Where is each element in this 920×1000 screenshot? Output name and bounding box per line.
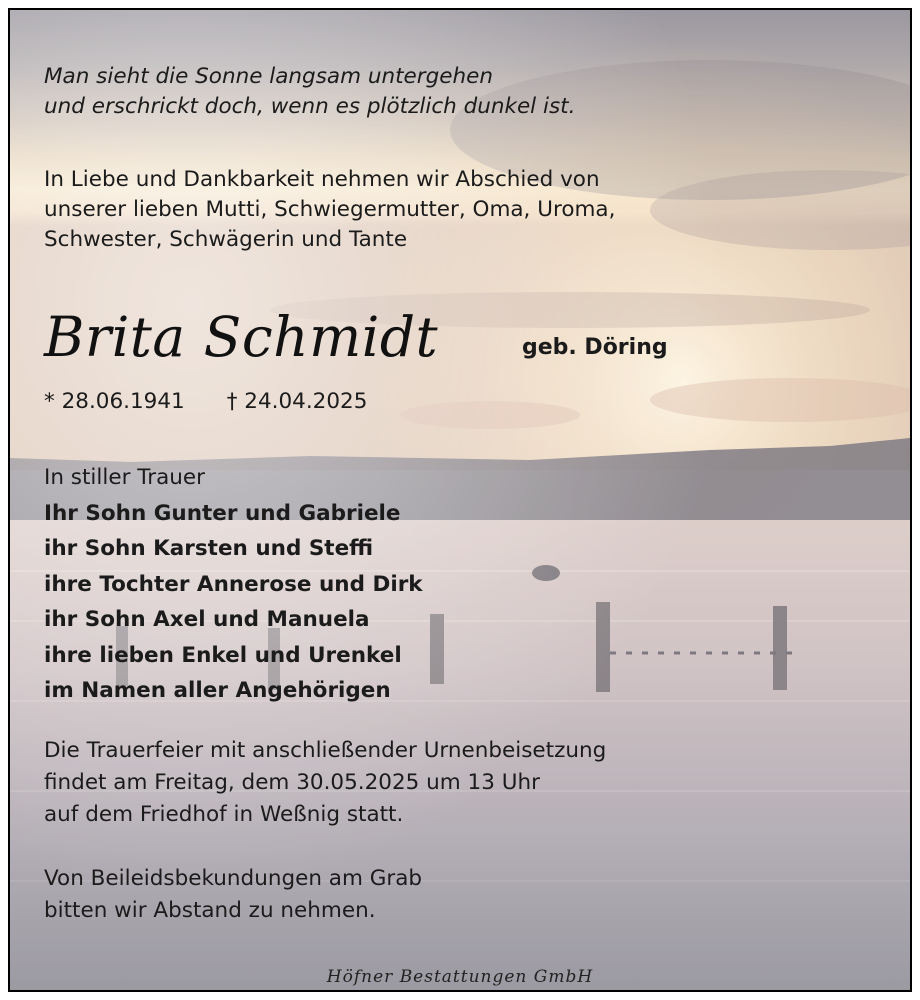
mourners-list	[44, 460, 423, 709]
ceremony-line: Die Trauerfeier mit anschließender Urnenbeisetzung	[44, 738, 607, 763]
mourner-line: im Namen aller Angehörigen	[44, 678, 391, 703]
mourner-line: ihre lieben Enkel und Urenkel	[44, 642, 402, 668]
opening-quote	[44, 62, 575, 122]
condolence-line: bitten wir Abstand zu nehmen.	[44, 898, 376, 923]
intro-line: Schwester, Schwägerin und Tante	[44, 227, 408, 252]
undertaker-signature: Höfner Bestattungen GmbH	[326, 967, 594, 987]
mourner-line: ihre Tochter Annerose und Dirk	[44, 571, 423, 597]
obituary-content	[10, 10, 910, 990]
ceremony-notice	[44, 735, 606, 831]
birth-name: geb. Döring	[522, 335, 668, 360]
mourner-line: Ihr Sohn Gunter und Gabriele	[44, 500, 401, 526]
condolence-notice	[44, 863, 422, 927]
condolence-line: Von Beileidsbekundungen am Grab	[44, 866, 423, 891]
ceremony-line: auf dem Friedhof in Weßnig statt.	[44, 802, 404, 827]
ceremony-line: findet am Freitag, dem 30.05.2025 um 13 Uhr	[44, 770, 540, 795]
obituary-frame	[8, 8, 912, 992]
birth-date: * 28.06.1941	[44, 389, 185, 414]
quote-line: Man sieht die Sonne langsam untergehen	[44, 64, 493, 89]
quote-line: und erschrickt doch, wenn es plötzlich dunkel ist.	[44, 94, 576, 119]
intro-line: unserer lieben Mutti, Schwiegermutter, Oma, Uroma,	[44, 197, 616, 222]
mourner-line: ihr Sohn Axel und Manuela	[44, 607, 370, 632]
intro-line: In Liebe und Dankbarkeit nehmen wir Abschied von	[44, 167, 600, 192]
mourners-heading: In stiller Trauer	[44, 465, 205, 490]
mourner-line: ihr Sohn Karsten und Steffi	[44, 536, 374, 561]
death-date: † 24.04.2025	[226, 389, 368, 414]
farewell-intro	[44, 165, 615, 255]
life-dates	[44, 387, 367, 417]
deceased-name: Brita Schmidt	[44, 305, 439, 369]
